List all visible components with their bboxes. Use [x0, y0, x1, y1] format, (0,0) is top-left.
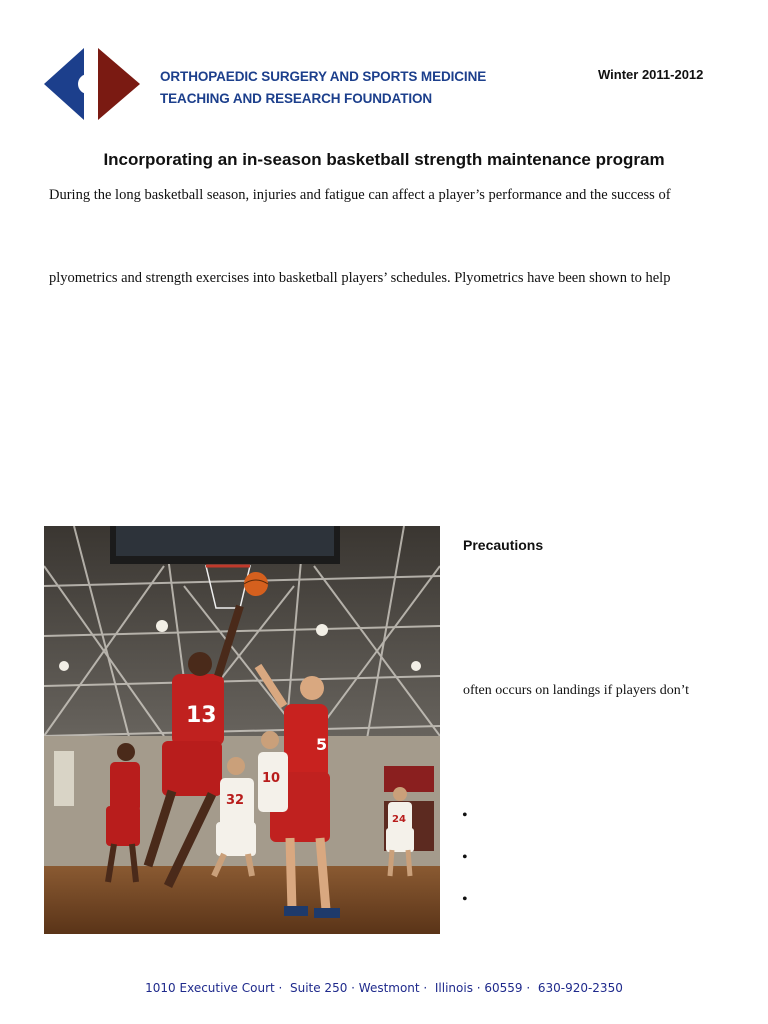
precautions-text: often occurs on landings if players don’t [463, 683, 690, 698]
article-paragraph-2: plyometrics and strength exercises into basketball players’ schedules. Plyometrics have been shown to help [49, 270, 671, 286]
jersey-number-32: 32 [226, 793, 245, 808]
jersey-number-10: 10 [262, 771, 281, 786]
jersey-number-13: 13 [186, 703, 217, 728]
precautions-heading: Precautions [463, 537, 544, 553]
article-paragraph-1: During the long basketball season, injuries and fatigue can affect a player’s performance and the success of [49, 187, 671, 203]
organization-name [160, 66, 486, 110]
bullet-item-3: • [462, 891, 468, 908]
bullet-item-1: • [462, 807, 468, 824]
article-headline: Incorporating an in-season basketball strength maintenance program [103, 150, 665, 169]
jersey-number-5: 5 [316, 735, 328, 754]
org-line-1: ORTHOPAEDIC SURGERY AND SPORTS MEDICINE [160, 69, 487, 84]
bullet-item-2: • [462, 849, 468, 866]
issue-date: Winter 2011-2012 [598, 67, 704, 82]
org-line-2: TEACHING AND RESEARCH FOUNDATION [160, 91, 433, 106]
footer-address: 1010 Executive Court · Suite 250 · Westmont · Illinois · 60559 · 630-920-2350 [145, 981, 623, 995]
basketball-scene-image [44, 526, 440, 934]
jersey-number-24: 24 [392, 814, 406, 825]
foundation-logo [44, 48, 140, 120]
basketball-photo [44, 526, 440, 934]
